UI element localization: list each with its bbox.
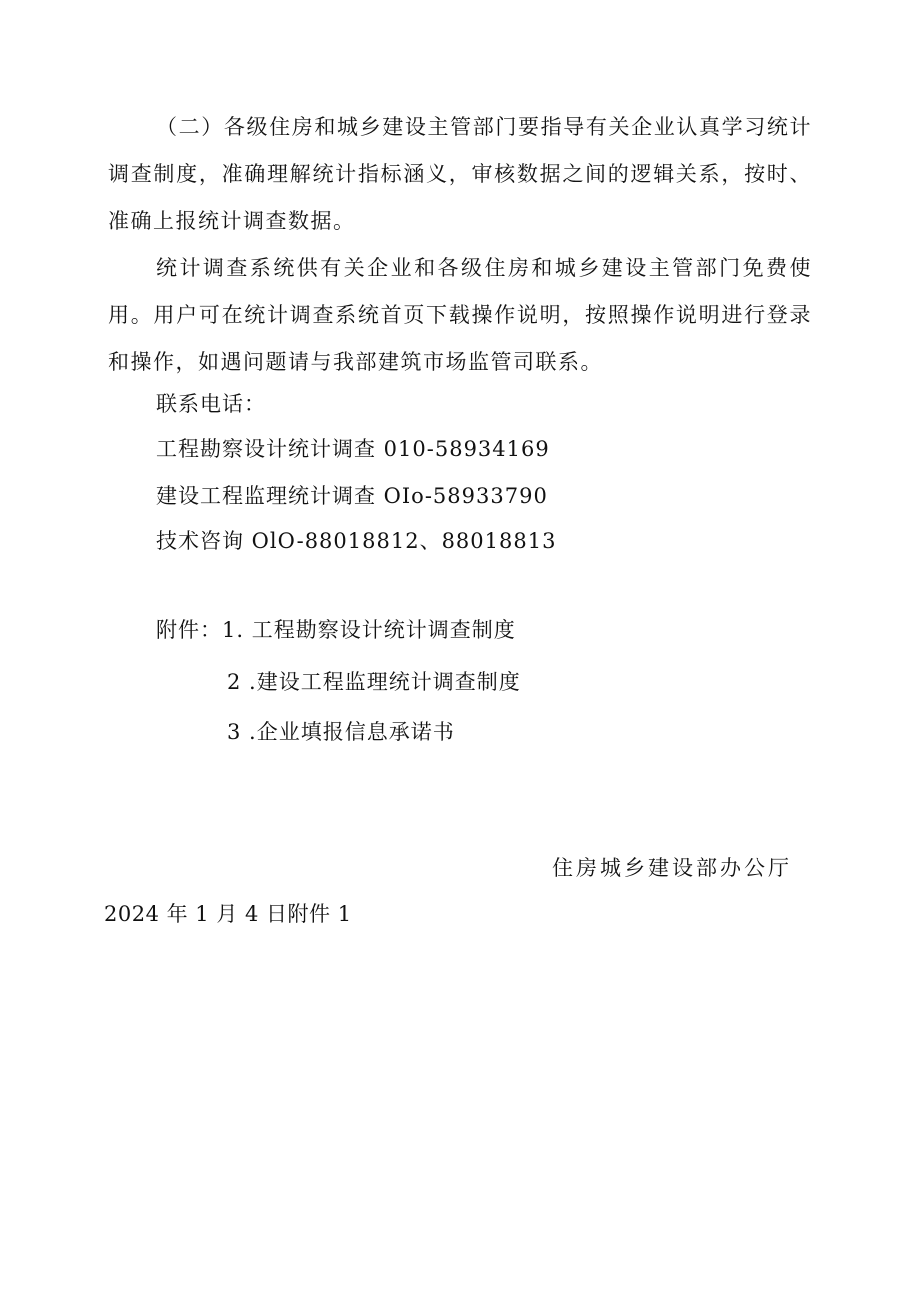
paragraph-system-usage: 统计调查系统供有关企业和各级住房和城乡建设主管部门免费使用。用户可在统计调查系统首页下载操作说明，按照操作说明进行登录和操作，如遇问题请与我部建筑市场监管司联系。 [108, 256, 812, 374]
phone-survey-design: 工程勘察设计统计调查 010-58934169 [156, 437, 550, 461]
paragraph-guidance: （二）各级住房和城乡建设主管部门要指导有关企业认真学习统计调查制度，准确理解统计指标涵义，审核数据之间的逻辑关系，按时、准确上报统计调查数据。 [108, 115, 812, 233]
attachment-item-3: 3 .企业填报信息承诺书 [227, 720, 455, 744]
attachment-item-2: 2 .建设工程监理统计调查制度 [227, 670, 521, 694]
phone-survey-supervision: 建设工程监理统计调查 OIo-58933790 [156, 484, 548, 508]
issuer-signature: 住房城乡建设部办公厅 [552, 856, 792, 880]
phone-tech-consult: 技术咨询 OlO-88018812、88018813 [156, 529, 557, 553]
attachment-item-1: 附件：1. 工程勘察设计统计调查制度 [156, 618, 516, 642]
contact-label: 联系电话： [156, 392, 266, 416]
issue-date: 2024 年 1 月 4 日附件 1 [104, 902, 352, 926]
